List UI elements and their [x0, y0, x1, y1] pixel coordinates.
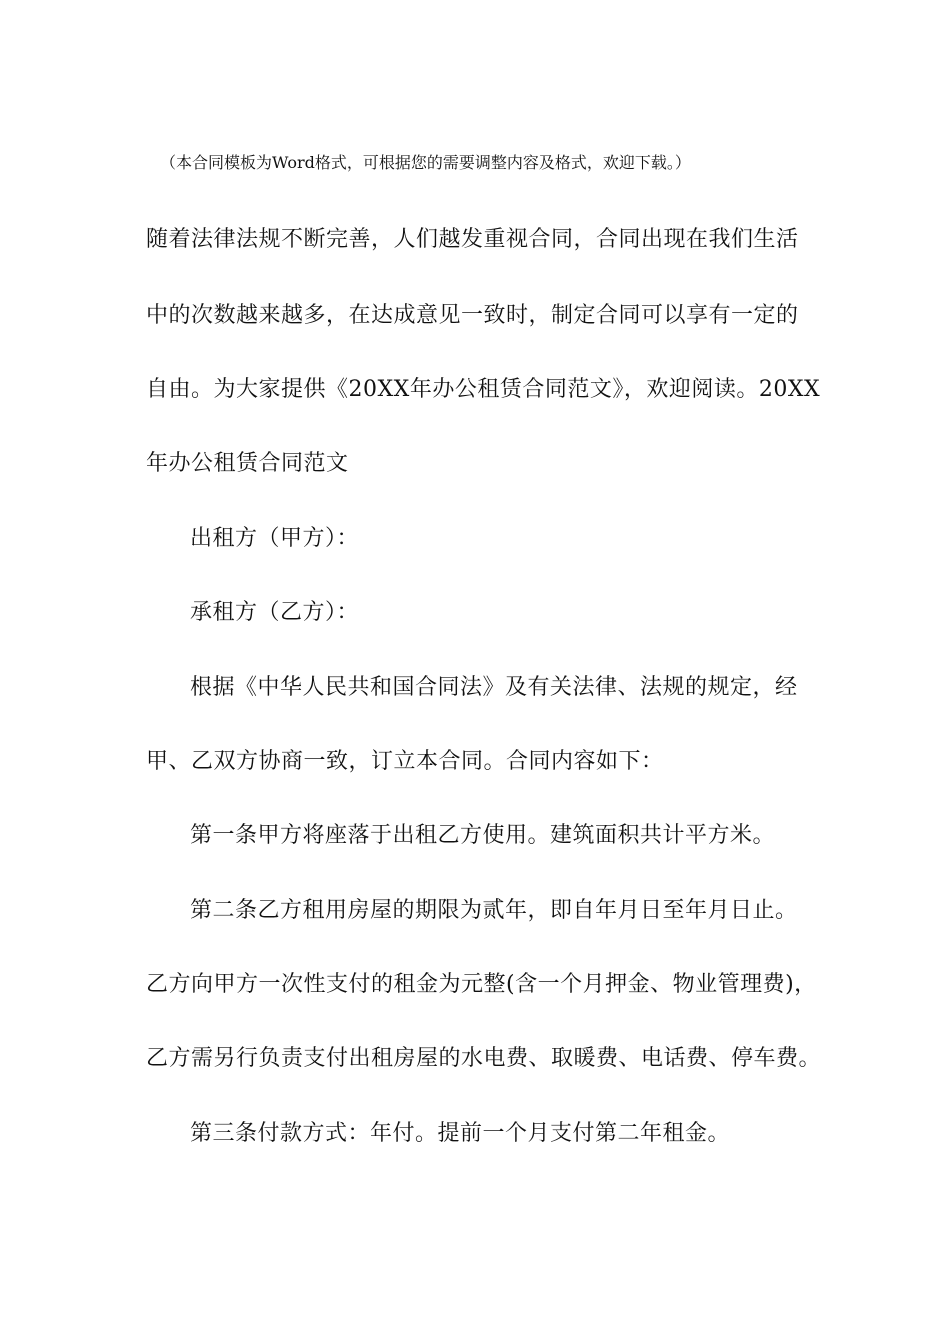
lessee-party: 承租方（乙方）：	[190, 600, 360, 625]
lessor-party: 出租方（甲方）：	[190, 526, 360, 551]
preamble-line-1: 根据《中华人民共和国合同法》及有关法律、法规的规定，经	[190, 675, 798, 700]
article-2-line-1: 第二条乙方租用房屋的期限为贰年，即自年月日至年月日止。	[190, 898, 798, 923]
template-note: （本合同模板为Word格式，可根据您的需要调整内容及格式，欢迎下载。）	[160, 153, 691, 172]
article-2-line-2: 乙方向甲方一次性支付的租金为元整(含一个月押金、物业管理费)，	[146, 972, 817, 997]
article-1: 第一条甲方将座落于出租乙方使用。建筑面积共计平方米。	[190, 823, 776, 848]
preamble-line-2: 甲、乙双方协商一致，订立本合同。合同内容如下：	[146, 749, 664, 774]
document-title: 年办公租赁合同范文	[146, 451, 349, 476]
intro-line-1: 随着法律法规不断完善，人们越发重视合同，合同出现在我们生活	[146, 227, 799, 252]
intro-line-3: 自由。为大家提供《20XX年办公租赁合同范文》，欢迎阅读。20XX	[146, 377, 821, 402]
article-3: 第三条付款方式：年付。提前一个月支付第二年租金。	[190, 1121, 731, 1146]
intro-line-2: 中的次数越来越多，在达成意见一致时，制定合同可以享有一定的	[146, 303, 799, 328]
article-2-line-3: 乙方需另行负责支付出租房屋的水电费、取暖费、电话费、停车费。	[146, 1046, 822, 1071]
